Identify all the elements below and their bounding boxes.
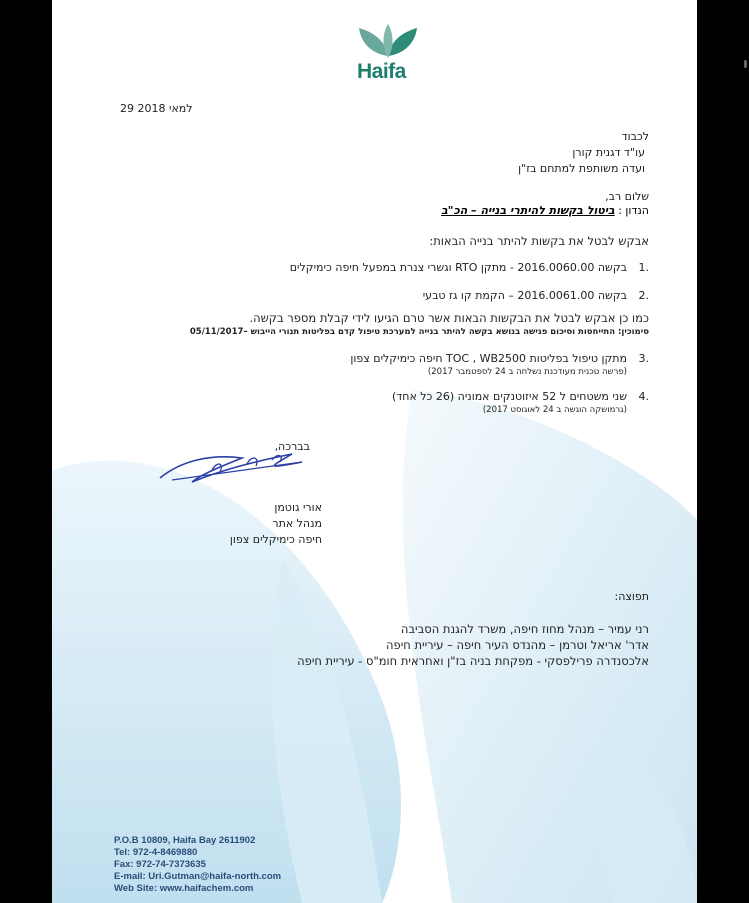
- handwritten-signature-image: [152, 440, 312, 500]
- signer-company: חיפה כימיקלים צפון: [229, 533, 322, 546]
- logo-wordmark: Haifa: [357, 60, 406, 83]
- list-item-note: (גרמושקה הוגשה ב 24 לאוגוסט 2017): [482, 405, 627, 415]
- scroll-indicator: [744, 60, 747, 68]
- recipient-honorific: לכבוד: [621, 130, 649, 143]
- footer-email: E-mail: Uri.Gutman@haifa-north.com: [114, 871, 282, 882]
- additional-requests-text: כמו כן אבקש לבטל את הבקשות הבאות אשר טרם הגיעו לידי קבלת מספר בקשה.: [249, 311, 649, 325]
- subject-line: [441, 204, 649, 217]
- list-item: בקשה 2016.0060.00 - מתקן RTO וגשרי צנרת במפעל חיפה כימיקלים: [289, 261, 627, 274]
- recipient-name: עו"ד דגנית קורן: [572, 146, 645, 159]
- footer-tel: Tel: 972-4-8469880: [114, 847, 198, 858]
- recipient-committee: ועדה משותפת למתחם בז"ן: [518, 162, 645, 175]
- cc-label: תפוצה:: [614, 590, 649, 603]
- letter-page: [52, 0, 697, 903]
- cc-recipient: אלכסנדרה פרילפסקי - מפקחת בניה בז"ן ואחראית חומ"ס - עיריית חיפה: [297, 654, 649, 668]
- closing: בברכה,: [274, 440, 310, 453]
- item-number: 1.: [638, 261, 649, 274]
- cc-recipient: רני עמיר – מנהל מחוז חיפה, משרד להגנת הסביבה: [400, 622, 649, 636]
- list-item: בקשה 2016.0061.00 – הקמת קו גז טבעי: [422, 289, 627, 302]
- signer-name: אורי גוטמן: [274, 501, 322, 514]
- reference-line: סימוכין: התייחסות וסיכום פגישה בנושא בקשה להיתר בנייה למערכת טיפול קדם בפליטות תנורי הייבוש –05/11/2017: [189, 327, 649, 337]
- letter-date: 29 למאי 2018: [120, 102, 193, 115]
- list-item: שני משטחים ל 52 איזוטנקים אמוניה (26 כל אחד): [391, 390, 627, 403]
- item-number: 4.: [638, 390, 649, 403]
- greeting: שלום רב,: [605, 190, 649, 203]
- footer-pob: P.O.B 10809, Haifa Bay 2611902: [114, 835, 256, 846]
- list-item-note: (פרשה טכנית מעודכנת נשלחה ב 24 לספטמבר 2017): [427, 367, 627, 377]
- intro-text: אבקש לבטל את בקשות להיתר בנייה הבאות:: [429, 234, 649, 248]
- list-item: מתקן טיפול בפליטות TOC , WB2500 חיפה כימיקלים צפון: [350, 352, 627, 365]
- cc-recipient: אדר' אריאל וטרמן – מהנדס העיר חיפה – עיריית חיפה: [386, 638, 649, 652]
- footer-website: Web Site: www.haifachem.com: [114, 883, 254, 894]
- subject-text: ביטול בקשות להיתרי בנייה – הכ"ב: [441, 204, 615, 217]
- item-number: 2.: [638, 289, 649, 302]
- subject-label: הנדון :: [618, 204, 649, 217]
- item-number: 3.: [638, 352, 649, 365]
- leaf-watermark-image: [52, 0, 697, 903]
- footer-fax: Fax: 972-74-7373635: [114, 859, 206, 870]
- signer-title: מנהל אתר: [272, 517, 322, 530]
